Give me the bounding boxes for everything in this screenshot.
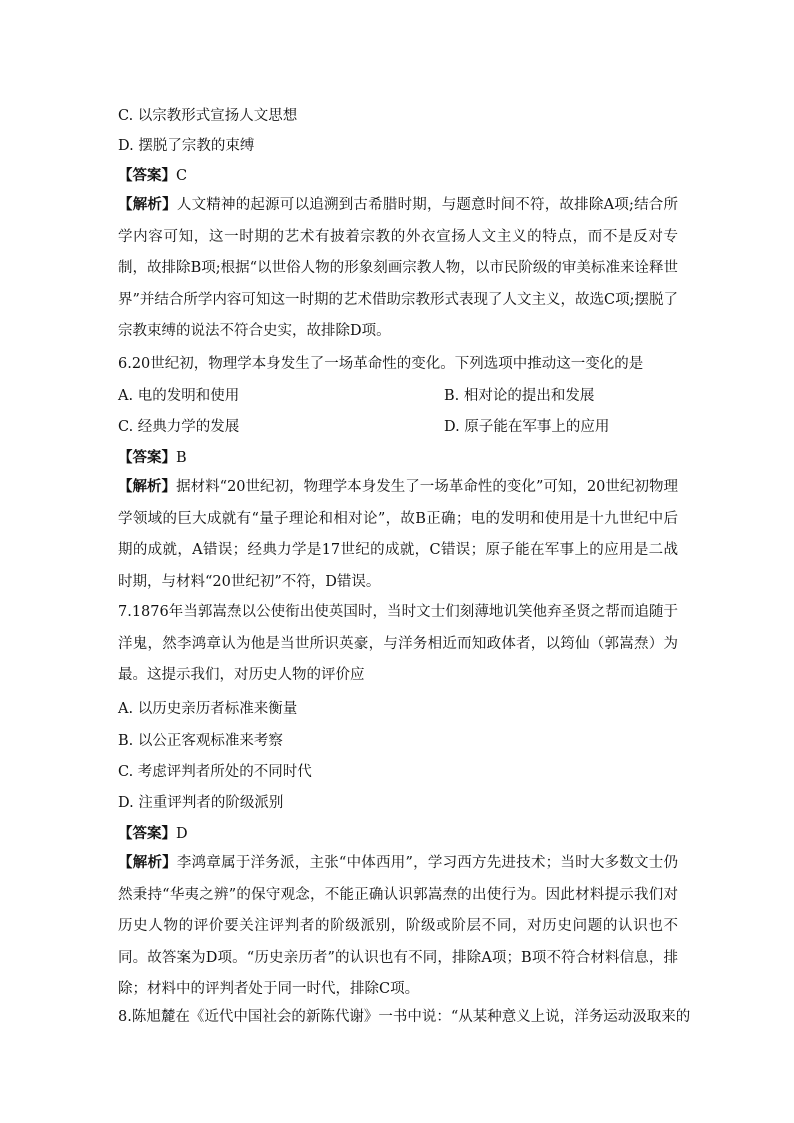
q7-answer	[118, 822, 188, 843]
answer-value: C	[176, 168, 188, 184]
q7-option-d: D. 注重评判者的阶级派别	[118, 795, 284, 811]
q6-option-d: D. 原子能在军事上的应用	[444, 419, 610, 435]
q7-analysis	[118, 847, 678, 1006]
q6-option-c: C. 经典力学的发展	[118, 419, 240, 435]
answer-label: 【答案】	[118, 825, 176, 842]
analysis-text: 据材料“20世纪初，物理学本身发生了一场革命性的变化”可知，20世纪初物理学领域的巨大成就有“量子理论和相对论”，故B正确；电的发明和使用是十九世纪中后期的成就，A错误；经典力学是17世纪的成就，C错误；原子能在军事上的应用是二战时期，与材料“20世纪初”不符，D错误。	[118, 479, 679, 590]
analysis-label: 【解析】	[118, 854, 177, 871]
q7-stem: 7.1876年当郭嵩焘以公使衔出使英国时，当时文士们刻薄地讥笑他弃圣贤之帮而追随于洋鬼，然李鸿章认为他是当世所识英豪，与洋务相近而知政体者，以筠仙（郭嵩焘）为最。这提示我们，对历史人物的评价应	[118, 604, 678, 683]
q7-option-c: C. 考虑评判者所处的不同时代	[118, 764, 312, 780]
q7-option-b: B. 以公正客观标准来考察	[118, 733, 283, 749]
q5-analysis	[118, 189, 678, 348]
q6-option-b: B. 相对论的提出和发展	[444, 388, 595, 404]
q8-stem: 8.陈旭麓在《近代中国社会的新陈代谢》一书中说：“从某种意义上说，洋务运动汲取来的	[118, 1009, 691, 1025]
answer-label: 【答案】	[118, 449, 176, 466]
analysis-label: 【解析】	[118, 478, 177, 495]
q6-option-a: A. 电的发明和使用	[118, 388, 240, 404]
analysis-label: 【解析】	[118, 196, 177, 213]
answer-value: B	[176, 450, 187, 466]
q6-analysis	[118, 471, 678, 598]
q5-option-d: D. 摆脱了宗教的束缚	[118, 138, 255, 154]
analysis-text: 李鸿章属于洋务派，主张“中体西用”，学习西方先进技术；当时大多数文士仍然秉持“华夷之辨”的保守观念，不能正确认识郭嵩焘的出使行为。因此材料提示我们对历史人物的评价要关注评判者的阶级派别，阶级或阶层不同，对历史问题的认识也不同。故答案为D项。“历史亲历者”的认识也有不同，排除A项；B项不符合材料信息，排除；材料中的评判者处于同一时代，排除C项。	[118, 855, 679, 997]
analysis-text: 人文精神的起源可以追溯到古希腊时期，与题意时间不符，故排除A项;结合所学内容可知，这一时期的艺术有披着宗教的外衣宣扬人文主义的特点，而不是反对专制，故排除B项;根据“以世俗人物的形象刻画宗教人物，以市民阶级的审美标准来诠释世界”并结合所学内容可知这一时期的艺术借助宗教形式表现了人文主义，故选C项;摆脱了宗教束缚的说法不符合史实，故排除D项。	[118, 197, 678, 339]
answer-value: D	[176, 826, 188, 842]
q5-option-c: C. 以宗教形式宣扬人文思想	[118, 108, 298, 124]
q5-answer	[118, 164, 187, 185]
q6-stem: 6.20世纪初，物理学本身发生了一场革命性的变化。下列选项中推动这一变化的是	[118, 356, 644, 372]
q6-answer	[118, 446, 187, 467]
answer-label: 【答案】	[118, 167, 176, 184]
q7-option-a: A. 以历史亲历者标准来衡量	[118, 701, 298, 717]
